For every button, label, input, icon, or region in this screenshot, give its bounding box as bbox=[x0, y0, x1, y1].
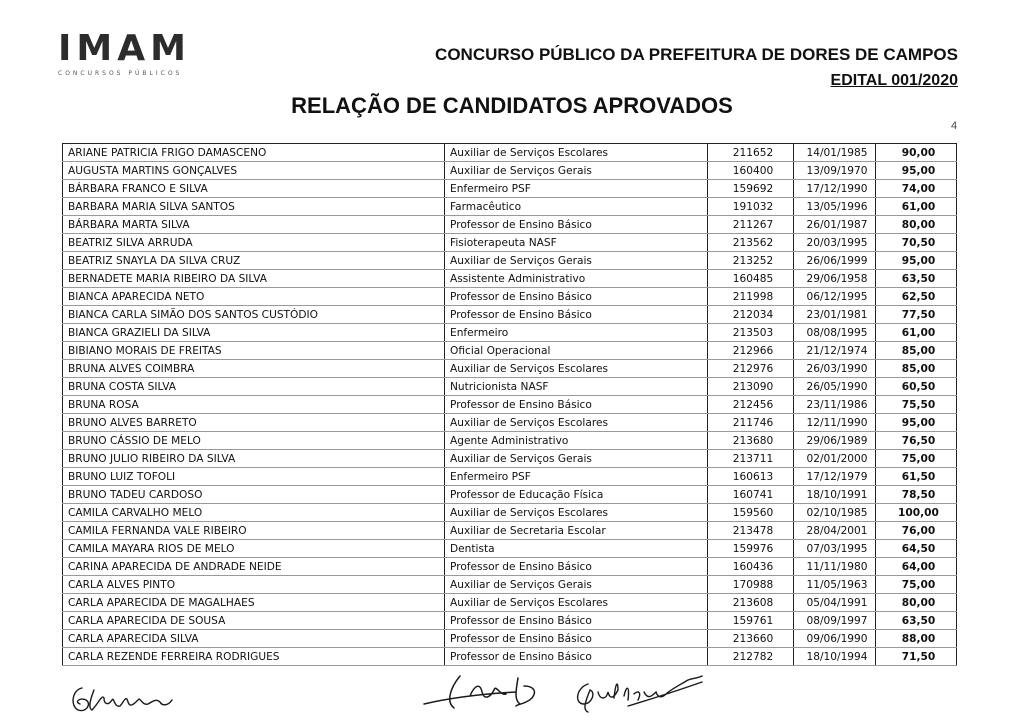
candidate-name: BEATRIZ SNAYLA DA SILVA CRUZ bbox=[63, 252, 445, 270]
candidate-name: BARBARA MARIA SILVA SANTOS bbox=[63, 198, 445, 216]
candidate-registration: 213680 bbox=[708, 432, 794, 450]
candidate-registration: 160613 bbox=[708, 468, 794, 486]
candidate-name: CARLA REZENDE FERREIRA RODRIGUES bbox=[63, 648, 445, 666]
candidate-position: Professor de Ensino Básico bbox=[445, 396, 708, 414]
candidate-birthdate: 26/06/1999 bbox=[794, 252, 876, 270]
table-row bbox=[63, 234, 957, 252]
table-row bbox=[63, 648, 957, 666]
candidate-position: Professor de Ensino Básico bbox=[445, 612, 708, 630]
candidate-score: 77,50 bbox=[876, 306, 957, 324]
candidate-registration: 211998 bbox=[708, 288, 794, 306]
contest-title: CONCURSO PÚBLICO DA PREFEITURA DE DORES DE CAMPOS bbox=[435, 45, 958, 64]
candidate-name: BIANCA GRAZIELI DA SILVA bbox=[63, 324, 445, 342]
candidate-name: BÁRBARA FRANCO E SILVA bbox=[63, 180, 445, 198]
table-row bbox=[63, 414, 957, 432]
candidate-position: Assistente Administrativo bbox=[445, 270, 708, 288]
candidate-score: 85,00 bbox=[876, 342, 957, 360]
candidate-position: Agente Administrativo bbox=[445, 432, 708, 450]
candidate-score: 90,00 bbox=[876, 144, 957, 162]
candidates-table bbox=[62, 143, 957, 666]
candidate-position: Professor de Ensino Básico bbox=[445, 216, 708, 234]
candidate-score: 95,00 bbox=[876, 252, 957, 270]
candidate-registration: 212966 bbox=[708, 342, 794, 360]
candidate-birthdate: 17/12/1979 bbox=[794, 468, 876, 486]
table-row bbox=[63, 162, 957, 180]
candidate-name: BRUNA COSTA SILVA bbox=[63, 378, 445, 396]
candidate-birthdate: 02/10/1985 bbox=[794, 504, 876, 522]
candidate-score: 60,50 bbox=[876, 378, 957, 396]
candidate-registration: 213562 bbox=[708, 234, 794, 252]
candidate-score: 80,00 bbox=[876, 216, 957, 234]
table-row bbox=[63, 216, 957, 234]
candidate-registration: 191032 bbox=[708, 198, 794, 216]
candidate-birthdate: 08/09/1997 bbox=[794, 612, 876, 630]
table-row bbox=[63, 558, 957, 576]
candidate-position: Auxiliar de Secretaria Escolar bbox=[445, 522, 708, 540]
signature-3 bbox=[568, 670, 708, 716]
table-row bbox=[63, 252, 957, 270]
table-row bbox=[63, 450, 957, 468]
candidate-position: Auxiliar de Serviços Escolares bbox=[445, 144, 708, 162]
candidate-score: 85,00 bbox=[876, 360, 957, 378]
candidate-name: BERNADETE MARIA RIBEIRO DA SILVA bbox=[63, 270, 445, 288]
candidate-birthdate: 09/06/1990 bbox=[794, 630, 876, 648]
candidate-birthdate: 14/01/1985 bbox=[794, 144, 876, 162]
candidate-name: CAMILA MAYARA RIOS DE MELO bbox=[63, 540, 445, 558]
candidate-birthdate: 11/11/1980 bbox=[794, 558, 876, 576]
candidate-score: 64,00 bbox=[876, 558, 957, 576]
candidate-score: 100,00 bbox=[876, 504, 957, 522]
candidate-name: CARLA APARECIDA SILVA bbox=[63, 630, 445, 648]
candidate-score: 76,00 bbox=[876, 522, 957, 540]
candidate-birthdate: 12/11/1990 bbox=[794, 414, 876, 432]
candidate-name: BIANCA APARECIDA NETO bbox=[63, 288, 445, 306]
candidate-birthdate: 26/01/1987 bbox=[794, 216, 876, 234]
logo-wordmark: IMAM bbox=[58, 28, 191, 69]
candidate-birthdate: 29/06/1958 bbox=[794, 270, 876, 288]
candidate-birthdate: 21/12/1974 bbox=[794, 342, 876, 360]
candidate-birthdate: 13/09/1970 bbox=[794, 162, 876, 180]
candidate-position: Professor de Ensino Básico bbox=[445, 288, 708, 306]
table-row bbox=[63, 396, 957, 414]
candidate-name: BRUNO LUIZ TOFOLI bbox=[63, 468, 445, 486]
candidate-position: Enfermeiro PSF bbox=[445, 180, 708, 198]
candidate-registration: 213090 bbox=[708, 378, 794, 396]
candidate-registration: 213711 bbox=[708, 450, 794, 468]
candidate-position: Enfermeiro PSF bbox=[445, 468, 708, 486]
candidate-name: BRUNO ALVES BARRETO bbox=[63, 414, 445, 432]
logo-subtitle: CONCURSOS PÚBLICOS bbox=[58, 70, 183, 77]
candidate-birthdate: 02/01/2000 bbox=[794, 450, 876, 468]
candidate-registration: 159692 bbox=[708, 180, 794, 198]
candidate-score: 61,00 bbox=[876, 198, 957, 216]
candidate-position: Professor de Ensino Básico bbox=[445, 558, 708, 576]
candidate-registration: 160485 bbox=[708, 270, 794, 288]
candidate-score: 61,50 bbox=[876, 468, 957, 486]
candidate-position: Auxiliar de Serviços Gerais bbox=[445, 576, 708, 594]
candidate-birthdate: 23/01/1981 bbox=[794, 306, 876, 324]
candidate-birthdate: 06/12/1995 bbox=[794, 288, 876, 306]
candidate-birthdate: 11/05/1963 bbox=[794, 576, 876, 594]
candidate-score: 71,50 bbox=[876, 648, 957, 666]
candidate-position: Nutricionista NASF bbox=[445, 378, 708, 396]
candidate-birthdate: 07/03/1995 bbox=[794, 540, 876, 558]
signature-1 bbox=[68, 680, 178, 716]
candidate-position: Professor de Ensino Básico bbox=[445, 306, 708, 324]
candidate-score: 74,00 bbox=[876, 180, 957, 198]
candidate-name: BIANCA CARLA SIMÃO DOS SANTOS CUSTÓDIO bbox=[63, 306, 445, 324]
candidate-birthdate: 20/03/1995 bbox=[794, 234, 876, 252]
candidate-score: 95,00 bbox=[876, 162, 957, 180]
table-row bbox=[63, 612, 957, 630]
candidate-position: Auxiliar de Serviços Escolares bbox=[445, 360, 708, 378]
candidate-name: AUGUSTA MARTINS GONÇALVES bbox=[63, 162, 445, 180]
candidate-registration: 211746 bbox=[708, 414, 794, 432]
candidate-registration: 212782 bbox=[708, 648, 794, 666]
candidate-position: Professor de Ensino Básico bbox=[445, 630, 708, 648]
candidate-score: 75,50 bbox=[876, 396, 957, 414]
candidate-score: 64,50 bbox=[876, 540, 957, 558]
table-row bbox=[63, 378, 957, 396]
list-title: RELAÇÃO DE CANDIDATOS APROVADOS bbox=[291, 93, 733, 118]
candidate-name: CARINA APARECIDA DE ANDRADE NEIDE bbox=[63, 558, 445, 576]
candidate-birthdate: 28/04/2001 bbox=[794, 522, 876, 540]
table-row bbox=[63, 630, 957, 648]
candidate-position: Auxiliar de Serviços Escolares bbox=[445, 594, 708, 612]
candidate-birthdate: 13/05/1996 bbox=[794, 198, 876, 216]
candidate-birthdate: 17/12/1990 bbox=[794, 180, 876, 198]
candidate-name: BEATRIZ SILVA ARRUDA bbox=[63, 234, 445, 252]
candidate-birthdate: 29/06/1989 bbox=[794, 432, 876, 450]
candidate-position: Auxiliar de Serviços Gerais bbox=[445, 252, 708, 270]
table-row bbox=[63, 288, 957, 306]
candidate-registration: 213503 bbox=[708, 324, 794, 342]
candidate-registration: 212456 bbox=[708, 396, 794, 414]
imam-logo bbox=[58, 30, 198, 77]
candidate-position: Oficial Operacional bbox=[445, 342, 708, 360]
candidate-score: 75,00 bbox=[876, 576, 957, 594]
candidate-position: Dentista bbox=[445, 540, 708, 558]
candidate-registration: 211652 bbox=[708, 144, 794, 162]
candidate-registration: 160400 bbox=[708, 162, 794, 180]
candidate-score: 70,50 bbox=[876, 234, 957, 252]
page-number: 4 bbox=[951, 120, 958, 132]
candidate-name: BÁRBARA MARTA SILVA bbox=[63, 216, 445, 234]
candidate-score: 78,50 bbox=[876, 486, 957, 504]
table-row bbox=[63, 432, 957, 450]
table-row bbox=[63, 324, 957, 342]
candidate-name: BIBIANO MORAIS DE FREITAS bbox=[63, 342, 445, 360]
candidate-registration: 159761 bbox=[708, 612, 794, 630]
candidate-position: Fisioterapeuta NASF bbox=[445, 234, 708, 252]
table-row bbox=[63, 486, 957, 504]
candidate-score: 61,00 bbox=[876, 324, 957, 342]
table-row bbox=[63, 522, 957, 540]
candidate-registration: 211267 bbox=[708, 216, 794, 234]
candidates-table-body bbox=[63, 144, 957, 666]
candidate-position: Professor de Ensino Básico bbox=[445, 648, 708, 666]
candidate-score: 88,00 bbox=[876, 630, 957, 648]
candidate-name: BRUNA ROSA bbox=[63, 396, 445, 414]
candidate-name: ARIANE PATRICIA FRIGO DAMASCENO bbox=[63, 144, 445, 162]
candidate-score: 95,00 bbox=[876, 414, 957, 432]
table-row bbox=[63, 180, 957, 198]
candidate-name: BRUNO TADEU CARDOSO bbox=[63, 486, 445, 504]
candidate-score: 76,50 bbox=[876, 432, 957, 450]
candidate-registration: 213478 bbox=[708, 522, 794, 540]
candidate-registration: 212034 bbox=[708, 306, 794, 324]
candidate-position: Professor de Educação Física bbox=[445, 486, 708, 504]
candidate-birthdate: 05/04/1991 bbox=[794, 594, 876, 612]
candidate-name: CAMILA FERNANDA VALE RIBEIRO bbox=[63, 522, 445, 540]
candidate-name: CARLA APARECIDA DE SOUSA bbox=[63, 612, 445, 630]
candidate-name: BRUNO CÁSSIO DE MELO bbox=[63, 432, 445, 450]
candidate-score: 80,00 bbox=[876, 594, 957, 612]
table-row bbox=[63, 468, 957, 486]
candidate-registration: 159560 bbox=[708, 504, 794, 522]
table-row bbox=[63, 342, 957, 360]
candidate-birthdate: 26/03/1990 bbox=[794, 360, 876, 378]
table-row bbox=[63, 504, 957, 522]
candidate-registration: 213660 bbox=[708, 630, 794, 648]
candidate-registration: 170988 bbox=[708, 576, 794, 594]
candidate-name: CARLA APARECIDA DE MAGALHAES bbox=[63, 594, 445, 612]
edital-number: EDITAL 001/2020 bbox=[830, 72, 958, 89]
table-row bbox=[63, 198, 957, 216]
candidate-registration: 160741 bbox=[708, 486, 794, 504]
candidate-birthdate: 23/11/1986 bbox=[794, 396, 876, 414]
table-row bbox=[63, 594, 957, 612]
table-row bbox=[63, 144, 957, 162]
candidate-registration: 159976 bbox=[708, 540, 794, 558]
candidate-registration: 212976 bbox=[708, 360, 794, 378]
candidate-position: Auxiliar de Serviços Gerais bbox=[445, 450, 708, 468]
candidate-name: CAMILA CARVALHO MELO bbox=[63, 504, 445, 522]
candidate-position: Auxiliar de Serviços Escolares bbox=[445, 414, 708, 432]
candidate-registration: 160436 bbox=[708, 558, 794, 576]
candidate-name: BRUNA ALVES COIMBRA bbox=[63, 360, 445, 378]
table-row bbox=[63, 270, 957, 288]
table-row bbox=[63, 306, 957, 324]
candidate-score: 62,50 bbox=[876, 288, 957, 306]
candidate-registration: 213252 bbox=[708, 252, 794, 270]
candidate-name: CARLA ALVES PINTO bbox=[63, 576, 445, 594]
signature-2 bbox=[420, 668, 550, 718]
candidate-position: Auxiliar de Serviços Escolares bbox=[445, 504, 708, 522]
candidate-birthdate: 18/10/1991 bbox=[794, 486, 876, 504]
candidate-birthdate: 26/05/1990 bbox=[794, 378, 876, 396]
candidate-position: Enfermeiro bbox=[445, 324, 708, 342]
candidate-score: 63,50 bbox=[876, 270, 957, 288]
candidate-birthdate: 08/08/1995 bbox=[794, 324, 876, 342]
candidate-name: BRUNO JULIO RIBEIRO DA SILVA bbox=[63, 450, 445, 468]
table-row bbox=[63, 540, 957, 558]
candidate-position: Auxiliar de Serviços Gerais bbox=[445, 162, 708, 180]
table-row bbox=[63, 576, 957, 594]
candidate-position: Farmacêutico bbox=[445, 198, 708, 216]
candidate-registration: 213608 bbox=[708, 594, 794, 612]
table-row bbox=[63, 360, 957, 378]
candidate-score: 75,00 bbox=[876, 450, 957, 468]
candidate-score: 63,50 bbox=[876, 612, 957, 630]
candidate-birthdate: 18/10/1994 bbox=[794, 648, 876, 666]
